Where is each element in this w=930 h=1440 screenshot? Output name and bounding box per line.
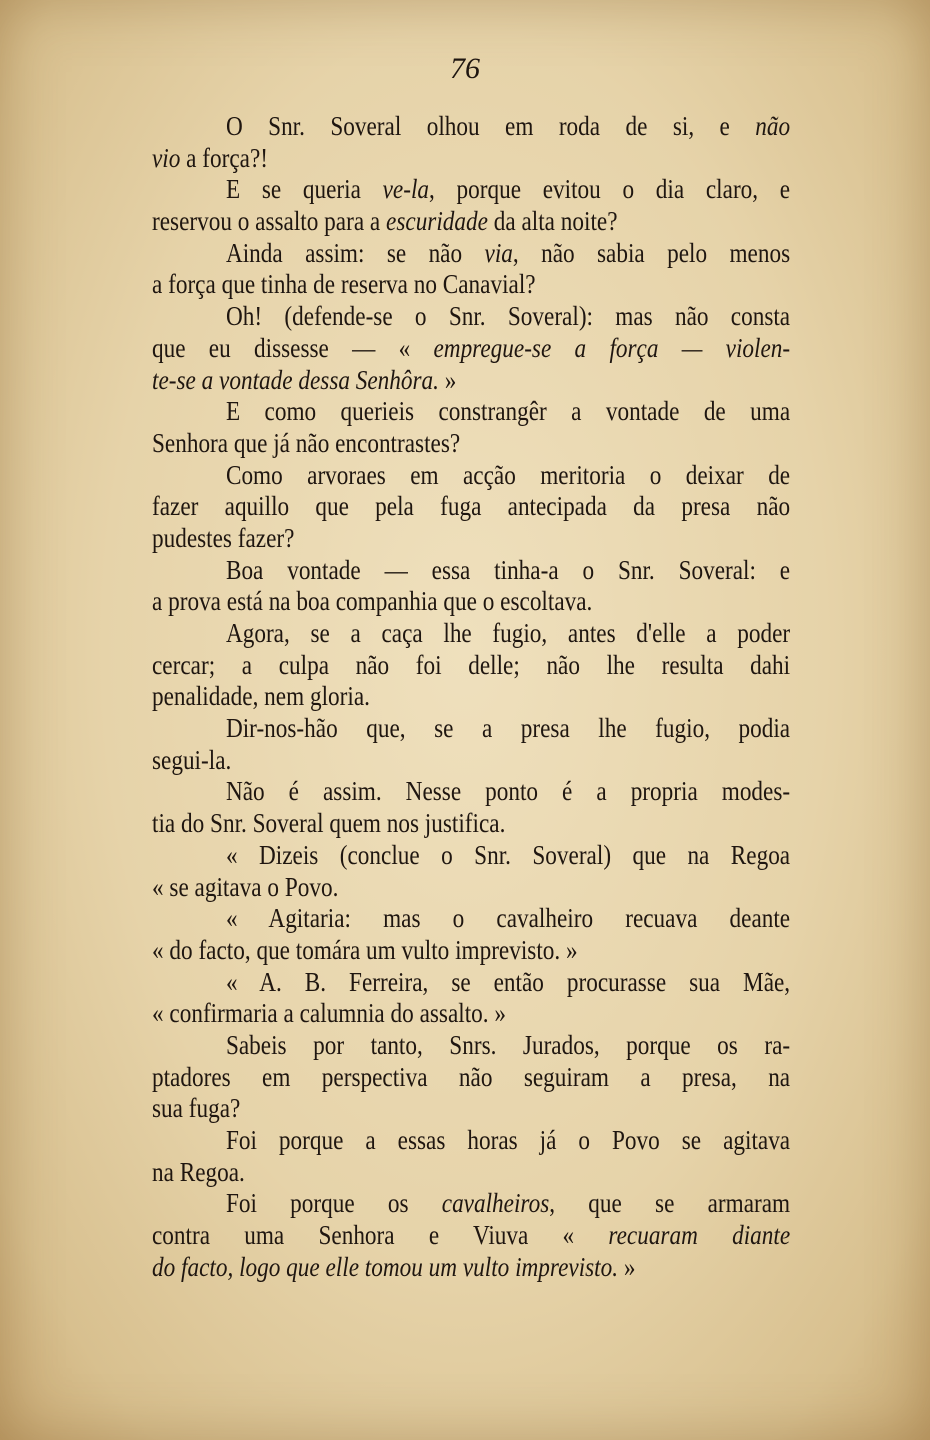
line-text: sua fuga?: [152, 1093, 241, 1124]
text-line: [152, 269, 790, 301]
text-line: [152, 333, 790, 365]
text-line: [152, 681, 790, 713]
text-line: [152, 1157, 790, 1189]
emphasis-text: cavalheiros: [441, 1188, 550, 1219]
text-line: [152, 840, 790, 872]
text-line: [152, 111, 790, 143]
line-text: contra uma Senhora e Viuva «: [152, 1220, 609, 1251]
text-line: [152, 808, 790, 840]
line-text: , não sabia pelo menos: [512, 237, 791, 268]
text-line: [152, 174, 790, 206]
emphasis-text: vio: [152, 142, 181, 173]
text-line: [152, 903, 790, 935]
line-text: a força?!: [180, 142, 269, 173]
line-text: Ainda assim: se não: [225, 237, 485, 268]
text-line: [152, 460, 790, 492]
line-text: Oh! (defende-se o Snr. Soveral): mas não consta: [225, 301, 791, 332]
line-text: « do facto, que tomára um vulto imprevisto. »: [152, 934, 578, 965]
emphasis-text: via: [484, 237, 513, 268]
text-line: [152, 745, 790, 777]
emphasis-text: escuridade: [386, 206, 488, 237]
line-text: que eu dissesse — «: [152, 332, 434, 363]
emphasis-text: ve-la: [382, 174, 430, 205]
text-line: [152, 428, 790, 460]
line-text: tia do Snr. Soveral quem nos justifica.: [152, 808, 506, 839]
line-text: Agora, se a caça lhe fugio, antes d'elle a poder: [225, 618, 791, 648]
line-text: ptadores em perspectiva não seguiram a presa, na: [152, 1061, 791, 1092]
page-number: 76: [450, 52, 480, 85]
emphasis-text: te-se a vontade dessa Senhôra.: [152, 364, 439, 395]
line-text: « confirmaria a calumnia do assalto. »: [152, 998, 506, 1029]
line-text: penalidade, nem gloria.: [152, 681, 370, 712]
line-text: « Agitaria: mas o cavalheiro recuava deante: [225, 903, 791, 934]
line-text: Foi porque os: [225, 1188, 442, 1219]
text-line: [152, 238, 790, 270]
line-text: Boa vontade — essa tinha-a o Snr. Soveral: e: [225, 554, 791, 585]
text-line: [152, 206, 790, 238]
text-line: [152, 396, 790, 428]
emphasis-text: do facto, logo que elle tomou um vulto imprevisto.: [152, 1251, 619, 1282]
line-text: da alta noite?: [487, 206, 618, 237]
line-text: E como querieis constrangêr a vontade de uma: [225, 396, 791, 427]
line-text: »: [618, 1251, 636, 1282]
text-line: [152, 555, 790, 587]
text-line: [152, 1220, 790, 1252]
line-text: a prova está na boa companhia que o escoltava.: [152, 586, 593, 617]
line-text: Como arvoraes em acção meritoria o deixar de: [225, 459, 791, 490]
text-line: [152, 935, 790, 967]
line-text: na Regoa.: [152, 1156, 245, 1187]
line-text: cercar; a culpa não foi delle; não lhe resulta dahi: [152, 649, 791, 680]
line-text: O Snr. Soveral olhou em roda de si, e: [225, 111, 756, 141]
emphasis-text: não: [755, 111, 791, 141]
text-line: [152, 586, 790, 618]
emphasis-text: empregue-se a força — violen-: [433, 332, 791, 363]
line-text: Foi porque a essas horas já o Povo se agitava: [225, 1125, 791, 1155]
line-text: pudestes fazer?: [152, 522, 295, 553]
text-line: [152, 1062, 790, 1094]
line-text: , que se armaram: [549, 1188, 791, 1219]
text-line: [152, 1093, 790, 1125]
text-line: [152, 650, 790, 682]
emphasis-text: recuaram diante: [608, 1220, 791, 1251]
line-text: Dir-nos-hão que, se a presa lhe fugio, podia: [225, 713, 791, 744]
line-text: Sabeis por tanto, Snrs. Jurados, porque os ra-: [225, 1029, 791, 1060]
line-text: E se queria: [225, 174, 383, 205]
line-text: Senhora que já não encontrastes?: [152, 427, 461, 458]
line-text: fazer aquillo que pela fuga antecipada da presa não: [152, 491, 791, 522]
text-line: [152, 1252, 790, 1284]
line-text: « se agitava o Povo.: [152, 871, 339, 902]
body-text: [152, 111, 790, 1283]
text-line: [152, 998, 790, 1030]
text-line: [152, 776, 790, 808]
text-line: [152, 872, 790, 904]
line-text: « Dizeis (conclue o Snr. Soveral) que na Regoa: [225, 839, 791, 870]
text-line: [152, 713, 790, 745]
text-line: [152, 491, 790, 523]
line-text: a força que tinha de reserva no Canavial?: [152, 269, 536, 300]
text-line: [152, 1188, 790, 1220]
text-line: [152, 143, 790, 175]
line-text: »: [438, 364, 457, 395]
text-line: [152, 523, 790, 555]
text-line: [152, 967, 790, 999]
text-line: [152, 1030, 790, 1062]
line-text: Não é assim. Nesse ponto é a propria modes-: [225, 776, 791, 807]
line-text: , porque evitou o dia claro, e: [429, 174, 791, 205]
line-text: reservou o assalto para a: [152, 206, 387, 237]
text-line: [152, 301, 790, 333]
text-line: [152, 618, 790, 650]
text-line: [152, 1125, 790, 1157]
line-text: segui-la.: [152, 744, 232, 775]
text-line: [152, 365, 790, 397]
line-text: « A. B. Ferreira, se então procurasse sua Mãe,: [225, 966, 791, 997]
